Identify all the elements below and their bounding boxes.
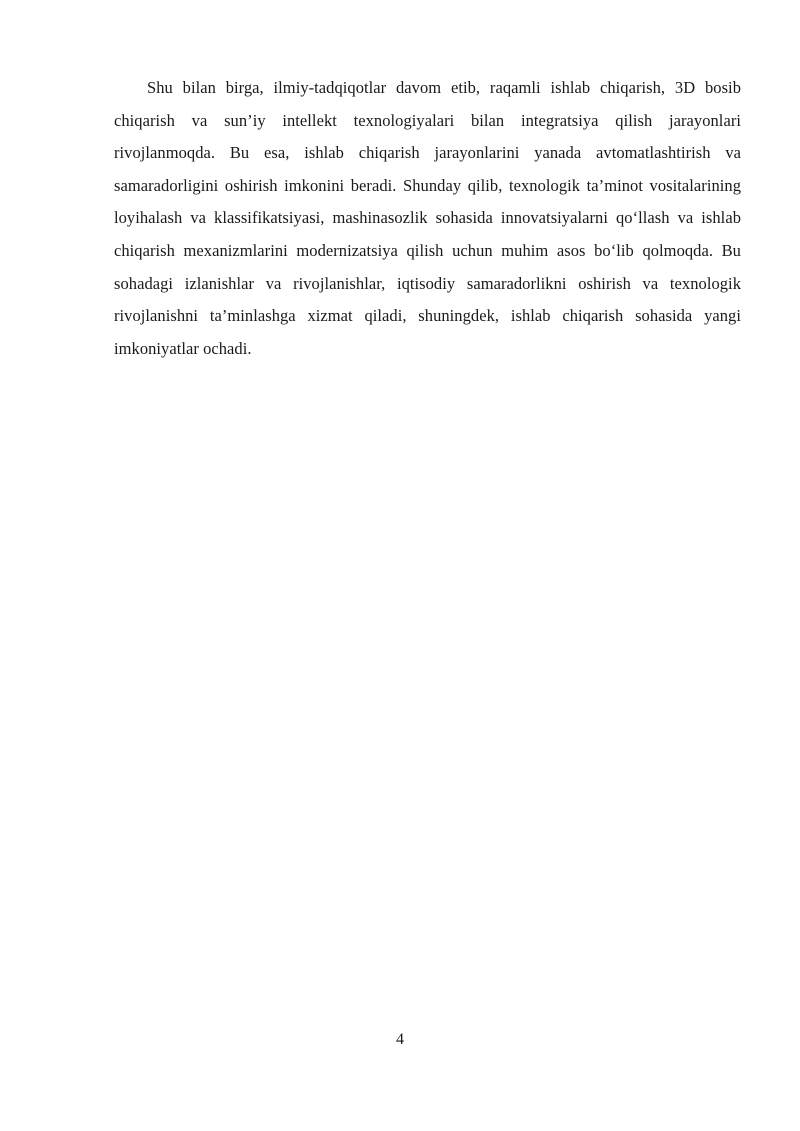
page-number: 4 [396,1031,404,1048]
body-text [114,72,741,365]
body-paragraph: Shu bilan birga, ilmiy-tadqiqotlar davom etib, raqamli ishlab chiqarish, 3D bosib chiqarish va sun’iy intellekt texnologiyalari bilan integratsiya qilish jarayonlari rivojlanmoqda. Bu esa, ishlab chiqarish jarayonlarini yanada avtomatlashtirish va samaradorligini oshirish imkonini beradi. Shunday qilib, texnologik ta’minot vositalarining loyihalash va klassifikatsiyasi, mashinasozlik sohasida innovatsiyalarni qo‘llash va ishlab chiqarish mexanizmlarini modernizatsiya qilish uchun muhim asos bo‘lib qolmoqda. Bu sohadagi izlanishlar va rivojlanishlar, iqtisodiy samaradorlikni oshirish va texnologik rivojlanishni ta’minlashga xizmat qiladi, shuningdek, ishlab chiqarish sohasida yangi imkoniyatlar ochadi. [114,78,741,358]
